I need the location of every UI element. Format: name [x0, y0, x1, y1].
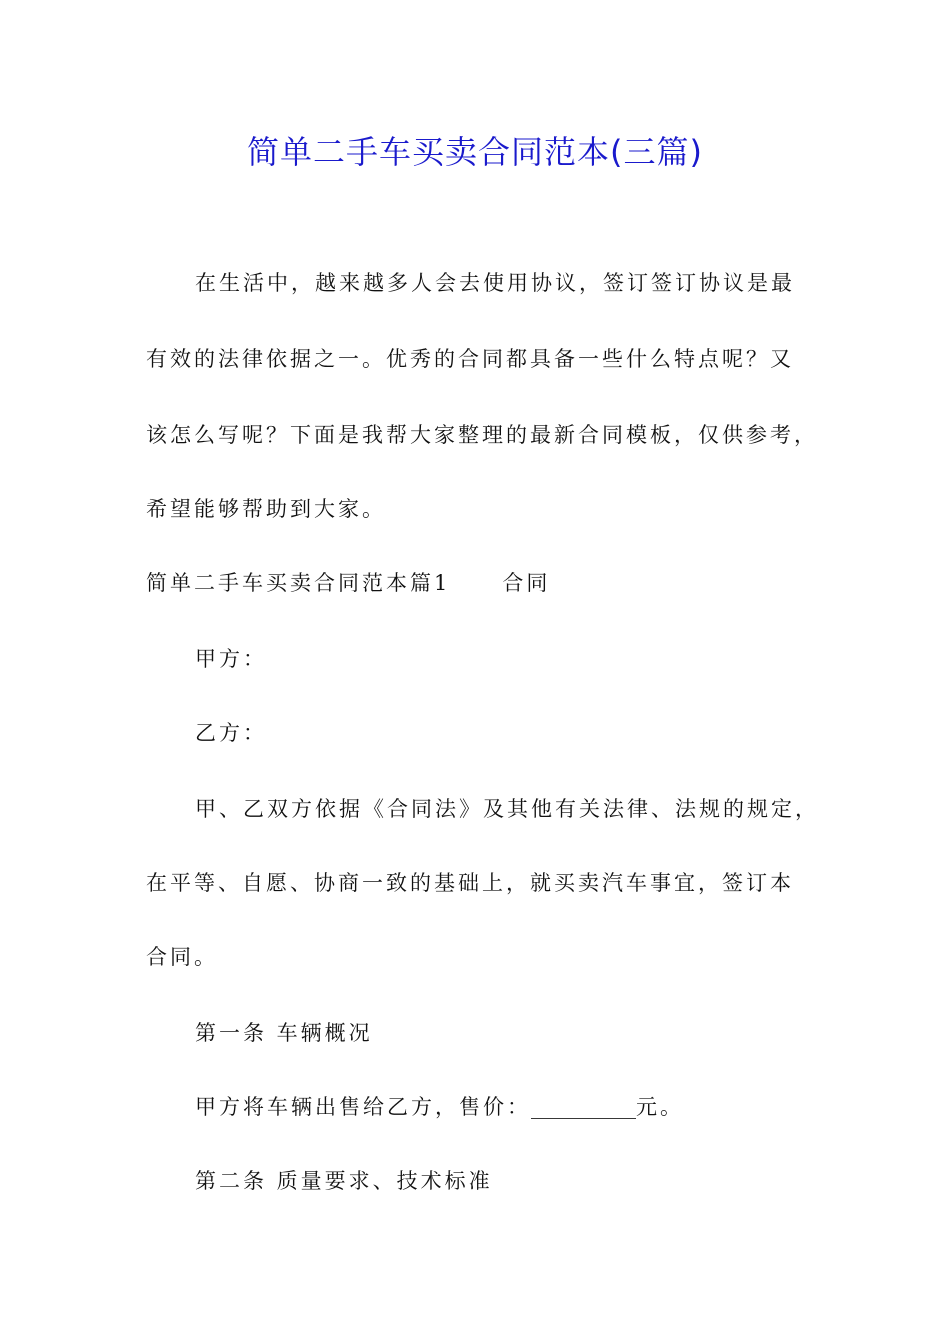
section-title: 简单二手车买卖合同范本篇1 — [146, 571, 451, 595]
price-blank: __________ — [531, 1095, 636, 1119]
intro-line-2: 有效的法律依据之一。优秀的合同都具备一些什么特点呢？又 — [146, 347, 794, 371]
preamble-line-3: 合同。 — [146, 945, 218, 969]
article-1-text-after: 元。 — [636, 1095, 684, 1119]
party-a-label: 甲方： — [195, 647, 267, 671]
article-1-text-before: 甲方将车辆出售给乙方，售价： — [195, 1095, 531, 1119]
article-1-title: 第一条 车辆概况 — [195, 1021, 373, 1045]
document-title: 简单二手车买卖合同范本(三篇) — [247, 133, 703, 171]
intro-line-3: 该怎么写呢？下面是我帮大家整理的最新合同模板，仅供参考， — [146, 423, 818, 447]
section-title-tail: 合同 — [502, 571, 551, 595]
intro-line-1: 在生活中，越来越多人会去使用协议，签订签订协议是最 — [195, 271, 795, 295]
intro-line-4: 希望能够帮助到大家。 — [146, 497, 386, 521]
preamble-line-1: 甲、乙双方依据《合同法》及其他有关法律、法规的规定， — [195, 797, 819, 821]
article-1-text — [195, 1092, 875, 1122]
preamble-line-2: 在平等、自愿、协商一致的基础上，就买卖汽车事宜，签订本 — [146, 871, 794, 895]
section-heading — [146, 568, 826, 598]
article-2-title: 第二条 质量要求、技术标准 — [195, 1169, 493, 1193]
party-b-label: 乙方： — [195, 721, 267, 745]
